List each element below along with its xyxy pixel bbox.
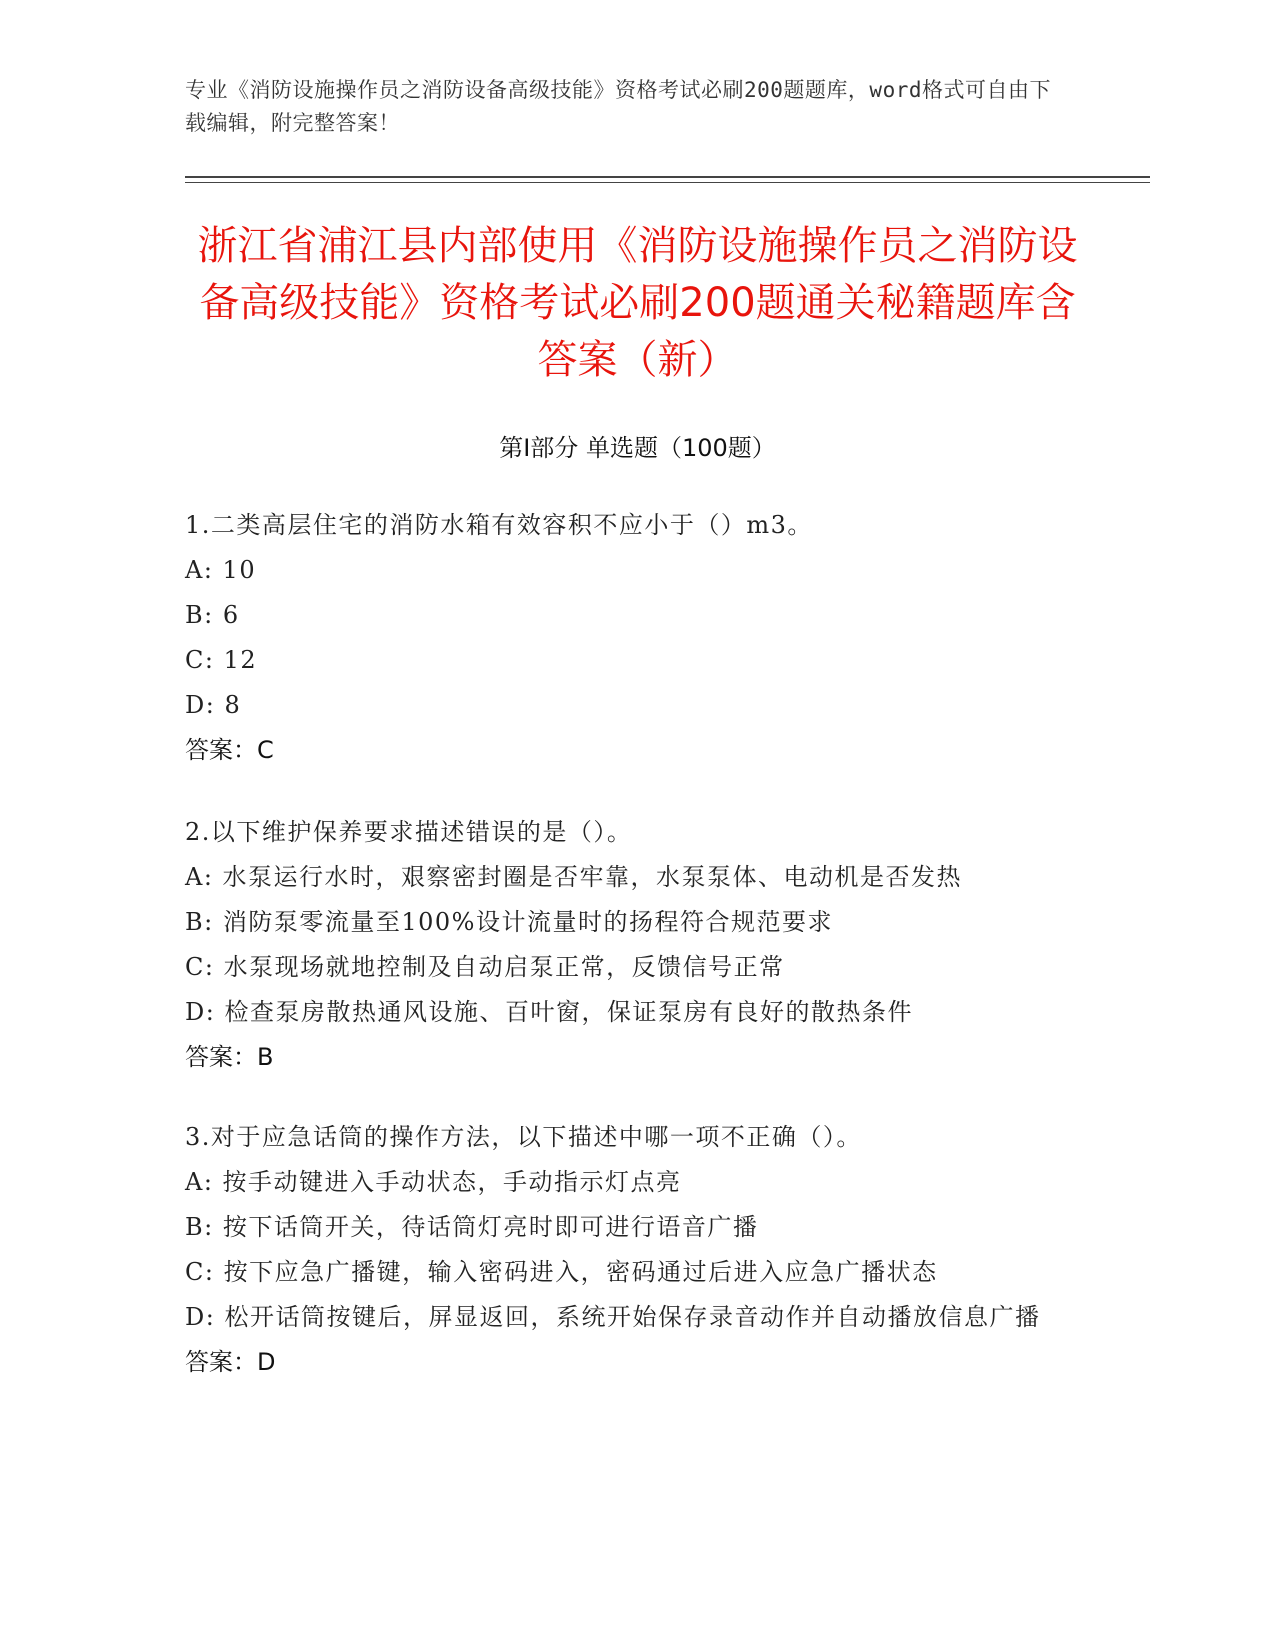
option-c: C: 12 (185, 646, 258, 674)
option-c: C: 按下应急广播键，输入密码进入，密码通过后进入应急广播状态 (185, 1258, 938, 1286)
option-d: D: 检查泵房散热通风设施、百叶窗，保证泵房有良好的散热条件 (185, 998, 913, 1026)
option-d: D: 8 (185, 691, 242, 719)
question-item (185, 503, 1085, 773)
option-a: A: 水泵运行水时，艰察密封圈是否牢靠，水泵泵体、电动机是否发热 (185, 863, 963, 891)
section-title: 第Ⅰ部分 单选题（100题） (499, 434, 776, 462)
header-divider-thick (185, 176, 1150, 178)
header-note: 专业《消防设施操作员之消防设备高级技能》资格考试必刷200题题库，word格式可自由下载编辑，附完整答案！ (185, 78, 1051, 135)
header-divider-thin (185, 182, 1150, 183)
option-a: A: 10 (185, 556, 257, 584)
answer-label: 答案：B (185, 1043, 274, 1071)
answer-label: 答案：D (185, 1348, 276, 1376)
question-item (185, 1115, 1085, 1385)
option-b: B: 消防泵零流量至100%设计流量时的扬程符合规范要求 (185, 908, 833, 936)
question-stem: 3.对于应急话筒的操作方法，以下描述中哪一项不正确（）。 (185, 1123, 862, 1151)
question-item (185, 810, 1085, 1080)
option-b: B: 6 (185, 601, 240, 629)
option-b: B: 按下话筒开关，待话筒灯亮时即可进行语音广播 (185, 1213, 759, 1241)
answer-label: 答案：C (185, 736, 274, 764)
question-stem: 2.以下维护保养要求描述错误的是（）。 (185, 818, 633, 846)
option-d: D: 松开话筒按键后，屏显返回，系统开始保存录音动作并自动播放信息广播 (185, 1303, 1041, 1331)
option-c: C: 水泵现场就地控制及自动启泵正常，反馈信号正常 (185, 953, 785, 981)
document-title: 浙江省浦江县内部使用《消防设施操作员之消防设备高级技能》资格考试必刷200题通关秘籍题库含答案（新） (197, 223, 1078, 383)
option-a: A: 按手动键进入手动状态，手动指示灯点亮 (185, 1168, 682, 1196)
question-stem: 1.二类高层住宅的消防水箱有效容积不应小于（）m3。 (185, 511, 813, 539)
